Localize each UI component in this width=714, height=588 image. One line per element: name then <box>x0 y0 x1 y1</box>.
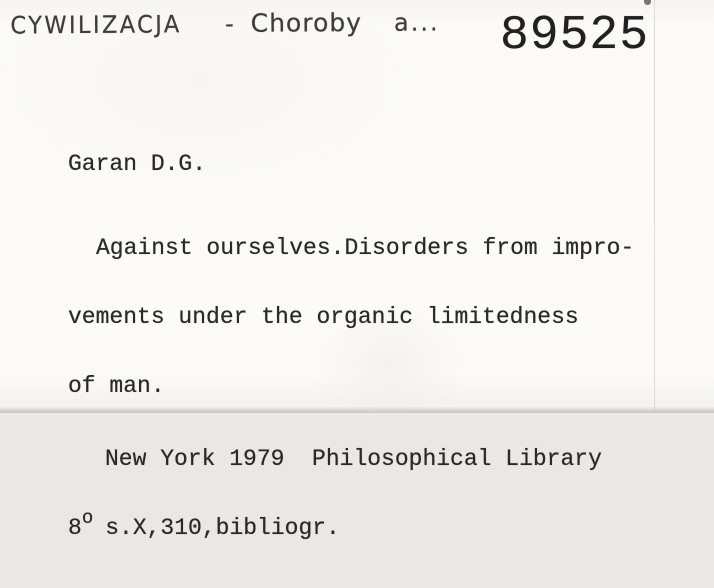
title-line: of man. <box>68 373 165 399</box>
heading-topic-text: Choroby <box>250 8 363 38</box>
scan-speck <box>644 0 651 5</box>
imprint-line: New York 1979 Philosophical Library <box>105 446 602 472</box>
heading-subject-text: CYWILIZACJA <box>10 10 182 40</box>
heading-suffix-text: a... <box>393 8 440 37</box>
accession-number: 89525 <box>500 9 650 63</box>
heading-dash: - <box>224 9 234 38</box>
scan-crease-line <box>654 0 655 416</box>
title-line: Against ourselves.Disorders from impro- <box>96 235 635 261</box>
title-line: vements under the organic limitedness <box>68 304 579 330</box>
author-line: Garan D.G. <box>68 151 207 177</box>
format-superscript: o <box>81 507 94 529</box>
format-size: 8 <box>68 515 82 541</box>
collation-line <box>68 507 634 541</box>
scan-bottom-margin <box>0 413 714 416</box>
collation-text: s.X,310,bibliogr. <box>105 515 340 541</box>
typewritten-body <box>68 107 634 587</box>
handwritten-heading <box>5 7 440 39</box>
